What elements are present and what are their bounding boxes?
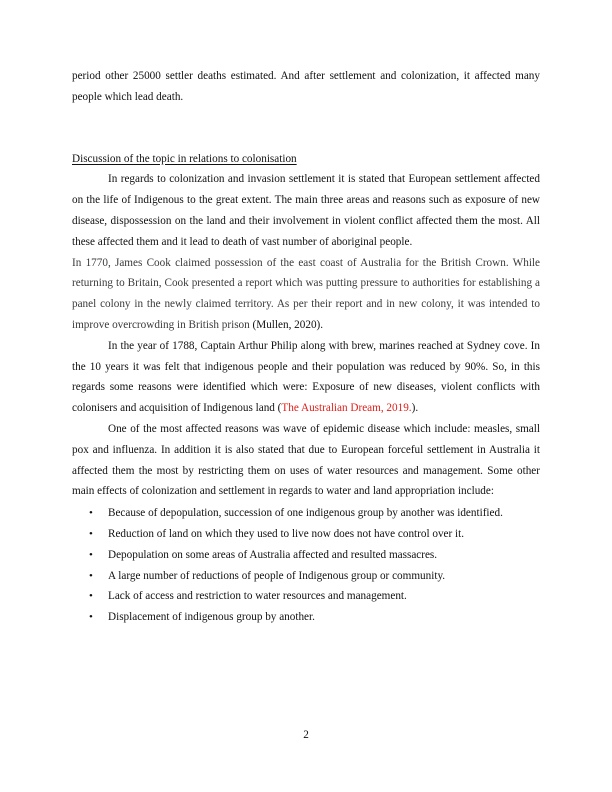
paragraph-colonization: In regards to colonization and invasion settlement it is stated that European settlement affected on the life of Indigenous to the great extent. The main three areas and reasons such as exposure of new disease, dispossession on the land and their involvement in violent conflict affected them the most. All these affected them and it lead to death of vast number of aboriginal people. bbox=[72, 173, 540, 248]
list-item bbox=[72, 524, 540, 545]
list-item bbox=[72, 607, 540, 628]
list-item-text: Reduction of land on which they used to live now does not have control over it. bbox=[108, 527, 465, 540]
bullet-icon: • bbox=[89, 569, 93, 582]
paragraph-arthur-philip bbox=[72, 336, 540, 419]
list-item-text: Depopulation on some areas of Australia affected and resulted massacres. bbox=[108, 548, 438, 561]
james-cook-text: In 1770, James Cook claimed possession of the east coast of Australia for the British Crown. While returning to Britain, Cook presented a report which was putting pressure to authorities for establishing a panel colony in the newly claimed territory. As per their report and in new colony, it was intended to improve overcrowding in British prison bbox=[72, 256, 540, 331]
list-item bbox=[72, 545, 540, 566]
paragraph-epidemic: One of the most affected reasons was wave of epidemic disease which include: measles, small pox and influenza. In addition it is also stated that due to European forceful settlement in Australia it affected them the most by restricting them on uses of water resources and management. Some other main effects of colonization and settlement in regards to water and land appropriation include: bbox=[72, 422, 540, 498]
section-heading: Discussion of the topic in relations to colonisation bbox=[72, 152, 297, 165]
list-item-text: Because of depopulation, succession of one indigenous group by another was identified. bbox=[108, 507, 503, 520]
list-item-text: Displacement of indigenous group by another. bbox=[108, 611, 315, 624]
paragraph-james-cook bbox=[72, 253, 540, 336]
effects-bullet-list bbox=[72, 503, 540, 628]
document-page bbox=[72, 66, 540, 628]
arthur-philip-text: In the year of 1788, Captain Arthur Philip along with brew, marines reached at Sydney cove. In the 10 years it was felt that indigenous people and their population was reduced by 90%. So, in this regards some reasons were identified which were: Exposure of new diseases, violent conflicts with colonisers and acquisition of Indigenous land ( bbox=[72, 339, 540, 415]
page-number: 2 bbox=[303, 729, 309, 741]
citation-mullen: (Mullen, 2020). bbox=[252, 318, 324, 331]
list-item bbox=[72, 566, 540, 587]
bullet-icon: • bbox=[89, 527, 93, 540]
list-item bbox=[72, 586, 540, 607]
citation-australian-dream: The Australian Dream, 2019. bbox=[281, 402, 412, 415]
intro-paragraph: period other 25000 settler deaths estimated. And after settlement and colonization, it affected many people which lead death. bbox=[72, 70, 540, 103]
list-item bbox=[72, 503, 540, 524]
bullet-icon: • bbox=[89, 548, 93, 561]
bullet-icon: • bbox=[89, 590, 93, 603]
list-item-text: A large number of reductions of people of Indigenous group or community. bbox=[108, 569, 446, 582]
bullet-icon: • bbox=[89, 611, 93, 624]
bullet-icon: • bbox=[89, 507, 93, 520]
citation-closing: ). bbox=[411, 402, 419, 415]
list-item-text: Lack of access and restriction to water resources and management. bbox=[108, 590, 407, 603]
